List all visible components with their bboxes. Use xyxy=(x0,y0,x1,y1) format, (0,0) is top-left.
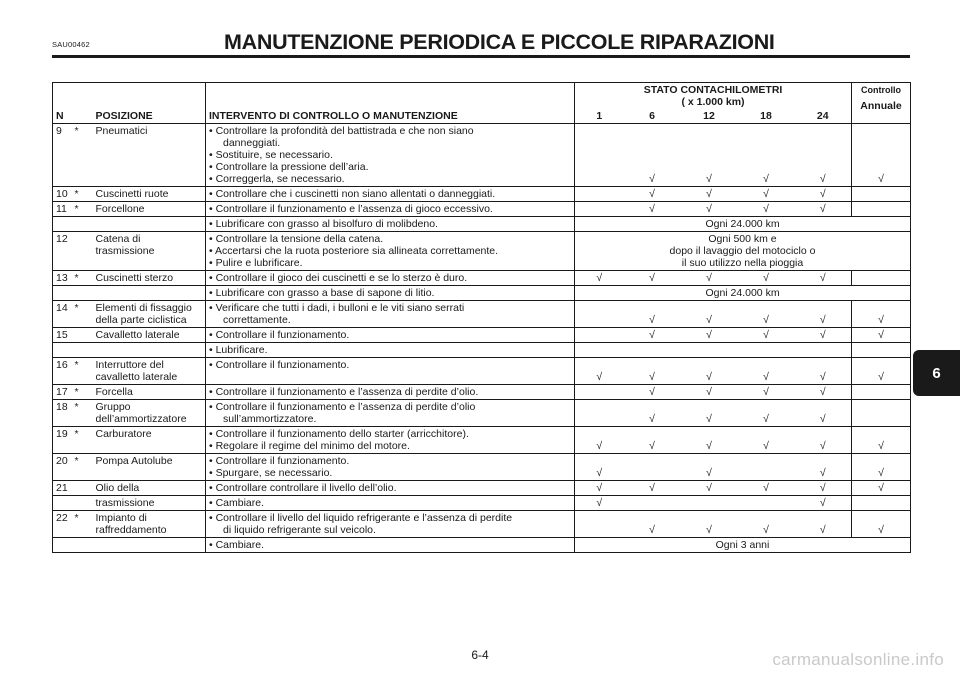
row-number: 21 xyxy=(53,481,72,496)
row-star xyxy=(72,232,93,271)
empty-cell xyxy=(575,124,624,187)
check-mark: √ xyxy=(795,187,852,202)
header-annual-line2: Annuale xyxy=(860,100,902,112)
check-mark: √ xyxy=(624,481,681,496)
interval-note-line: Ogni 3 anni xyxy=(715,539,770,551)
check-mark: √ xyxy=(852,328,911,343)
empty-cell xyxy=(738,496,795,511)
table-row xyxy=(53,271,911,286)
row-position xyxy=(93,328,206,343)
check-mark: √ xyxy=(795,400,852,427)
check-mark: √ xyxy=(681,400,738,427)
empty-cell xyxy=(624,343,681,358)
empty-cell xyxy=(795,343,852,358)
empty-cell xyxy=(681,343,738,358)
row-number: 11 xyxy=(53,202,72,217)
row-number: 14 xyxy=(53,301,72,328)
header-annual-check xyxy=(852,83,911,124)
check-mark: √ xyxy=(681,511,738,538)
row-position xyxy=(93,496,206,511)
row-number: 12 xyxy=(53,232,72,271)
row-intervention xyxy=(206,328,575,343)
check-mark: √ xyxy=(624,187,681,202)
intervention-line: • Controllare la profondità del battistrada e che non siano xyxy=(209,125,474,137)
intervention-line: • Verificare che tutti i dadi, i bulloni e le viti siano serrati xyxy=(209,302,465,314)
check-mark: √ xyxy=(575,481,624,496)
interval-note xyxy=(575,217,911,232)
row-intervention xyxy=(206,385,575,400)
empty-cell xyxy=(738,343,795,358)
check-mark: √ xyxy=(738,328,795,343)
table-row xyxy=(53,481,911,496)
header-km-12: 12 xyxy=(681,109,738,124)
check-mark: √ xyxy=(738,481,795,496)
row-number: 16 xyxy=(53,358,72,385)
header-odometer-line2: ( x 1.000 km) xyxy=(681,96,745,108)
interval-note-line: Ogni 24.000 km xyxy=(705,287,780,299)
row-star xyxy=(72,538,93,553)
chapter-tab: 6 xyxy=(913,350,960,396)
empty-cell xyxy=(575,202,624,217)
check-mark: √ xyxy=(852,511,911,538)
header-odometer xyxy=(575,83,852,110)
row-intervention xyxy=(206,496,575,511)
check-mark: √ xyxy=(624,202,681,217)
position-line: trasmissione xyxy=(95,497,155,509)
row-position xyxy=(93,385,206,400)
row-intervention xyxy=(206,481,575,496)
row-number: 10 xyxy=(53,187,72,202)
table-header-row-top xyxy=(53,83,911,110)
row-intervention xyxy=(206,217,575,232)
row-intervention xyxy=(206,286,575,301)
check-mark: √ xyxy=(681,481,738,496)
position-line: Cuscinetti ruote xyxy=(95,188,169,200)
table-row xyxy=(53,232,911,271)
position-line: Forcella xyxy=(95,386,133,398)
page-title: MANUTENZIONE PERIODICA E PICCOLE RIPARAZIONI xyxy=(224,30,775,54)
check-mark: √ xyxy=(852,358,911,385)
intervention-line: • Cambiare. xyxy=(209,497,265,509)
document-code: SAU00462 xyxy=(52,40,90,49)
row-intervention xyxy=(206,427,575,454)
position-line: Interruttore del xyxy=(95,359,164,371)
check-mark: √ xyxy=(738,427,795,454)
intervention-line: • Accertarsi che la ruota posteriore sia allineata correttamente. xyxy=(209,245,499,257)
row-number: 19 xyxy=(53,427,72,454)
check-mark: √ xyxy=(852,301,911,328)
empty-cell xyxy=(852,202,911,217)
check-mark: √ xyxy=(624,124,681,187)
check-mark: √ xyxy=(738,271,795,286)
check-mark: √ xyxy=(681,124,738,187)
row-intervention xyxy=(206,454,575,481)
table-row xyxy=(53,358,911,385)
header-n: N xyxy=(53,83,72,124)
row-star: * xyxy=(72,301,93,328)
row-number: 9 xyxy=(53,124,72,187)
check-mark: √ xyxy=(795,511,852,538)
position-line: Impianto di xyxy=(95,512,147,524)
header-position: POSIZIONE xyxy=(93,83,206,124)
table-row xyxy=(53,202,911,217)
empty-cell xyxy=(852,385,911,400)
position-line: cavalletto laterale xyxy=(95,371,178,383)
intervention-line: • Cambiare. xyxy=(209,539,265,551)
check-mark: √ xyxy=(738,301,795,328)
empty-cell xyxy=(852,400,911,427)
empty-cell xyxy=(575,385,624,400)
check-mark: √ xyxy=(795,481,852,496)
check-mark: √ xyxy=(681,187,738,202)
check-mark: √ xyxy=(852,454,911,481)
check-mark: √ xyxy=(575,427,624,454)
row-position xyxy=(93,301,206,328)
check-mark: √ xyxy=(624,511,681,538)
row-position xyxy=(93,232,206,271)
check-mark: √ xyxy=(575,496,624,511)
row-position xyxy=(93,343,206,358)
check-mark: √ xyxy=(795,385,852,400)
intervention-line: • Controllare che i cuscinetti non siano allentati o danneggiati. xyxy=(209,188,496,200)
header-km-24: 24 xyxy=(795,109,852,124)
check-mark: √ xyxy=(624,271,681,286)
intervention-line: danneggiati. xyxy=(223,137,281,149)
intervention-line: • Controllare il funzionamento e l’assenza di gioco eccessivo. xyxy=(209,203,493,215)
row-star: * xyxy=(72,187,93,202)
position-line: Carburatore xyxy=(95,428,152,440)
check-mark: √ xyxy=(795,496,852,511)
position-line: Catena di xyxy=(95,233,141,245)
position-line: Pompa Autolube xyxy=(95,455,173,467)
empty-cell xyxy=(575,511,624,538)
table-row xyxy=(53,496,911,511)
position-line: raffreddamento xyxy=(95,524,167,536)
check-mark: √ xyxy=(738,124,795,187)
maintenance-table xyxy=(52,82,911,553)
empty-cell xyxy=(852,496,911,511)
table-row xyxy=(53,385,911,400)
check-mark: √ xyxy=(738,358,795,385)
row-star: * xyxy=(72,358,93,385)
check-mark: √ xyxy=(738,385,795,400)
row-star: * xyxy=(72,454,93,481)
row-position xyxy=(93,358,206,385)
row-position xyxy=(93,217,206,232)
check-mark: √ xyxy=(575,358,624,385)
table-row xyxy=(53,454,911,481)
table-row xyxy=(53,124,911,187)
row-number: 22 xyxy=(53,511,72,538)
intervention-line: • Controllare il funzionamento. xyxy=(209,455,350,467)
header-km-6: 6 xyxy=(624,109,681,124)
check-mark: √ xyxy=(795,301,852,328)
check-mark: √ xyxy=(795,271,852,286)
row-intervention xyxy=(206,358,575,385)
row-star xyxy=(72,217,93,232)
position-line: Cavalletto laterale xyxy=(95,329,180,341)
check-mark: √ xyxy=(624,358,681,385)
title-rule xyxy=(52,55,910,58)
check-mark: √ xyxy=(681,301,738,328)
check-mark: √ xyxy=(738,511,795,538)
check-mark: √ xyxy=(795,124,852,187)
check-mark: √ xyxy=(681,358,738,385)
row-intervention xyxy=(206,400,575,427)
row-number: 13 xyxy=(53,271,72,286)
intervention-line: • Controllare il gioco dei cuscinetti e se lo sterzo è duro. xyxy=(209,272,468,284)
intervention-line: di liquido refrigerante sul veicolo. xyxy=(223,524,376,536)
position-line: Gruppo xyxy=(95,401,131,413)
check-mark: √ xyxy=(624,427,681,454)
intervention-line: • Correggerla, se necessario. xyxy=(209,173,345,185)
position-line: della parte ciclistica xyxy=(95,314,187,326)
check-mark: √ xyxy=(852,124,911,187)
empty-cell xyxy=(624,454,681,481)
check-mark: √ xyxy=(624,385,681,400)
row-intervention xyxy=(206,232,575,271)
empty-cell xyxy=(624,496,681,511)
empty-cell xyxy=(575,187,624,202)
check-mark: √ xyxy=(738,187,795,202)
row-star xyxy=(72,286,93,301)
check-mark: √ xyxy=(738,202,795,217)
row-number xyxy=(53,286,72,301)
interval-note-line: Ogni 24.000 km xyxy=(705,218,780,230)
header-km-18: 18 xyxy=(738,109,795,124)
table-row xyxy=(53,217,911,232)
check-mark: √ xyxy=(795,358,852,385)
empty-cell xyxy=(575,301,624,328)
interval-note-line: dopo il lavaggio del motociclo o xyxy=(669,245,816,257)
check-mark: √ xyxy=(575,454,624,481)
table-row xyxy=(53,187,911,202)
row-intervention xyxy=(206,124,575,187)
page-number: 6-4 xyxy=(471,648,489,662)
row-position xyxy=(93,271,206,286)
row-star: * xyxy=(72,124,93,187)
row-star xyxy=(72,496,93,511)
row-position xyxy=(93,202,206,217)
interval-note xyxy=(575,538,911,553)
intervention-line: • Controllare il funzionamento dello starter (arricchitore). xyxy=(209,428,469,440)
table-row xyxy=(53,538,911,553)
empty-cell xyxy=(852,271,911,286)
check-mark: √ xyxy=(795,202,852,217)
row-number: 15 xyxy=(53,328,72,343)
row-star: * xyxy=(72,271,93,286)
empty-cell xyxy=(575,343,624,358)
row-star xyxy=(72,328,93,343)
empty-cell xyxy=(738,454,795,481)
row-position xyxy=(93,454,206,481)
row-star: * xyxy=(72,385,93,400)
row-star: * xyxy=(72,427,93,454)
position-line: trasmissione xyxy=(95,245,155,257)
position-line: Pneumatici xyxy=(95,125,148,137)
check-mark: √ xyxy=(681,271,738,286)
check-mark: √ xyxy=(681,454,738,481)
interval-note xyxy=(575,232,911,271)
row-intervention xyxy=(206,187,575,202)
intervention-line: correttamente. xyxy=(223,314,291,326)
table-row xyxy=(53,301,911,328)
header-odometer-line1: STATO CONTACHILOMETRI xyxy=(643,84,783,96)
intervention-line: • Controllare il funzionamento. xyxy=(209,359,350,371)
row-intervention xyxy=(206,202,575,217)
table-row xyxy=(53,343,911,358)
header-km-1: 1 xyxy=(575,109,624,124)
intervention-line: • Regolare il regime del minimo del motore. xyxy=(209,440,410,452)
row-position xyxy=(93,187,206,202)
position-line: Elementi di fissaggio xyxy=(95,302,192,314)
row-star: * xyxy=(72,400,93,427)
row-star: * xyxy=(72,511,93,538)
row-number xyxy=(53,343,72,358)
intervention-line: • Controllare controllare il livello dell’olio. xyxy=(209,482,397,494)
table-row xyxy=(53,427,911,454)
empty-cell xyxy=(852,187,911,202)
empty-cell xyxy=(575,400,624,427)
check-mark: √ xyxy=(795,454,852,481)
intervention-line: • Lubrificare con grasso a base di sapone di litio. xyxy=(209,287,435,299)
position-line: Cuscinetti sterzo xyxy=(95,272,174,284)
check-mark: √ xyxy=(681,328,738,343)
table-row xyxy=(53,328,911,343)
check-mark: √ xyxy=(852,481,911,496)
check-mark: √ xyxy=(681,427,738,454)
intervention-line: • Sostituire, se necessario. xyxy=(209,149,333,161)
intervention-line: • Controllare la tensione della catena. xyxy=(209,233,384,245)
intervention-line: • Controllare il funzionamento e l’assenza di perdite d’olio. xyxy=(209,386,479,398)
row-number xyxy=(53,538,72,553)
row-position xyxy=(93,481,206,496)
intervention-line: • Controllare il funzionamento. xyxy=(209,329,350,341)
interval-note-line: Ogni 500 km e xyxy=(708,233,777,245)
header-annual-line1: Controllo xyxy=(861,85,902,95)
header-star xyxy=(72,83,93,124)
table-row xyxy=(53,286,911,301)
intervention-line: • Controllare il funzionamento e l’assenza di perdite d’olio xyxy=(209,401,476,413)
row-position xyxy=(93,286,206,301)
table-row xyxy=(53,400,911,427)
intervention-line: • Controllare il livello del liquido refrigerante e l’assenza di perdite xyxy=(209,512,513,524)
row-intervention xyxy=(206,343,575,358)
row-number: 17 xyxy=(53,385,72,400)
check-mark: √ xyxy=(795,427,852,454)
empty-cell xyxy=(852,343,911,358)
interval-note-line: il suo utilizzo nella pioggia xyxy=(681,257,804,269)
row-position xyxy=(93,400,206,427)
check-mark: √ xyxy=(624,400,681,427)
row-number xyxy=(53,496,72,511)
check-mark: √ xyxy=(681,385,738,400)
empty-cell xyxy=(681,496,738,511)
intervention-line: • Lubrificare con grasso al bisolfuro di molibdeno. xyxy=(209,218,438,230)
intervention-line: sull’ammortizzatore. xyxy=(223,413,317,425)
intervention-line: • Pulire e lubrificare. xyxy=(209,257,303,269)
table-row xyxy=(53,511,911,538)
interval-note xyxy=(575,286,911,301)
check-mark: √ xyxy=(681,202,738,217)
row-star xyxy=(72,481,93,496)
intervention-line: • Spurgare, se necessario. xyxy=(209,467,333,479)
position-line: Olio della xyxy=(95,482,140,494)
position-line: dell’ammortizzatore xyxy=(95,413,187,425)
position-line: Forcellone xyxy=(95,203,145,215)
row-intervention xyxy=(206,301,575,328)
row-position xyxy=(93,427,206,454)
check-mark: √ xyxy=(738,400,795,427)
row-number: 18 xyxy=(53,400,72,427)
row-position xyxy=(93,538,206,553)
row-intervention xyxy=(206,271,575,286)
row-position xyxy=(93,124,206,187)
row-number: 20 xyxy=(53,454,72,481)
check-mark: √ xyxy=(575,271,624,286)
row-position xyxy=(93,511,206,538)
check-mark: √ xyxy=(852,427,911,454)
row-star: * xyxy=(72,202,93,217)
check-mark: √ xyxy=(795,328,852,343)
check-mark: √ xyxy=(624,328,681,343)
check-mark: √ xyxy=(624,301,681,328)
header-intervention: INTERVENTO DI CONTROLLO O MANUTENZIONE xyxy=(206,83,575,124)
row-intervention xyxy=(206,538,575,553)
intervention-line: • Controllare la pressione dell’aria. xyxy=(209,161,369,173)
row-number xyxy=(53,217,72,232)
row-intervention xyxy=(206,511,575,538)
watermark: carmanualsonline.info xyxy=(772,650,944,669)
empty-cell xyxy=(575,328,624,343)
row-star xyxy=(72,343,93,358)
intervention-line: • Lubrificare. xyxy=(209,344,268,356)
